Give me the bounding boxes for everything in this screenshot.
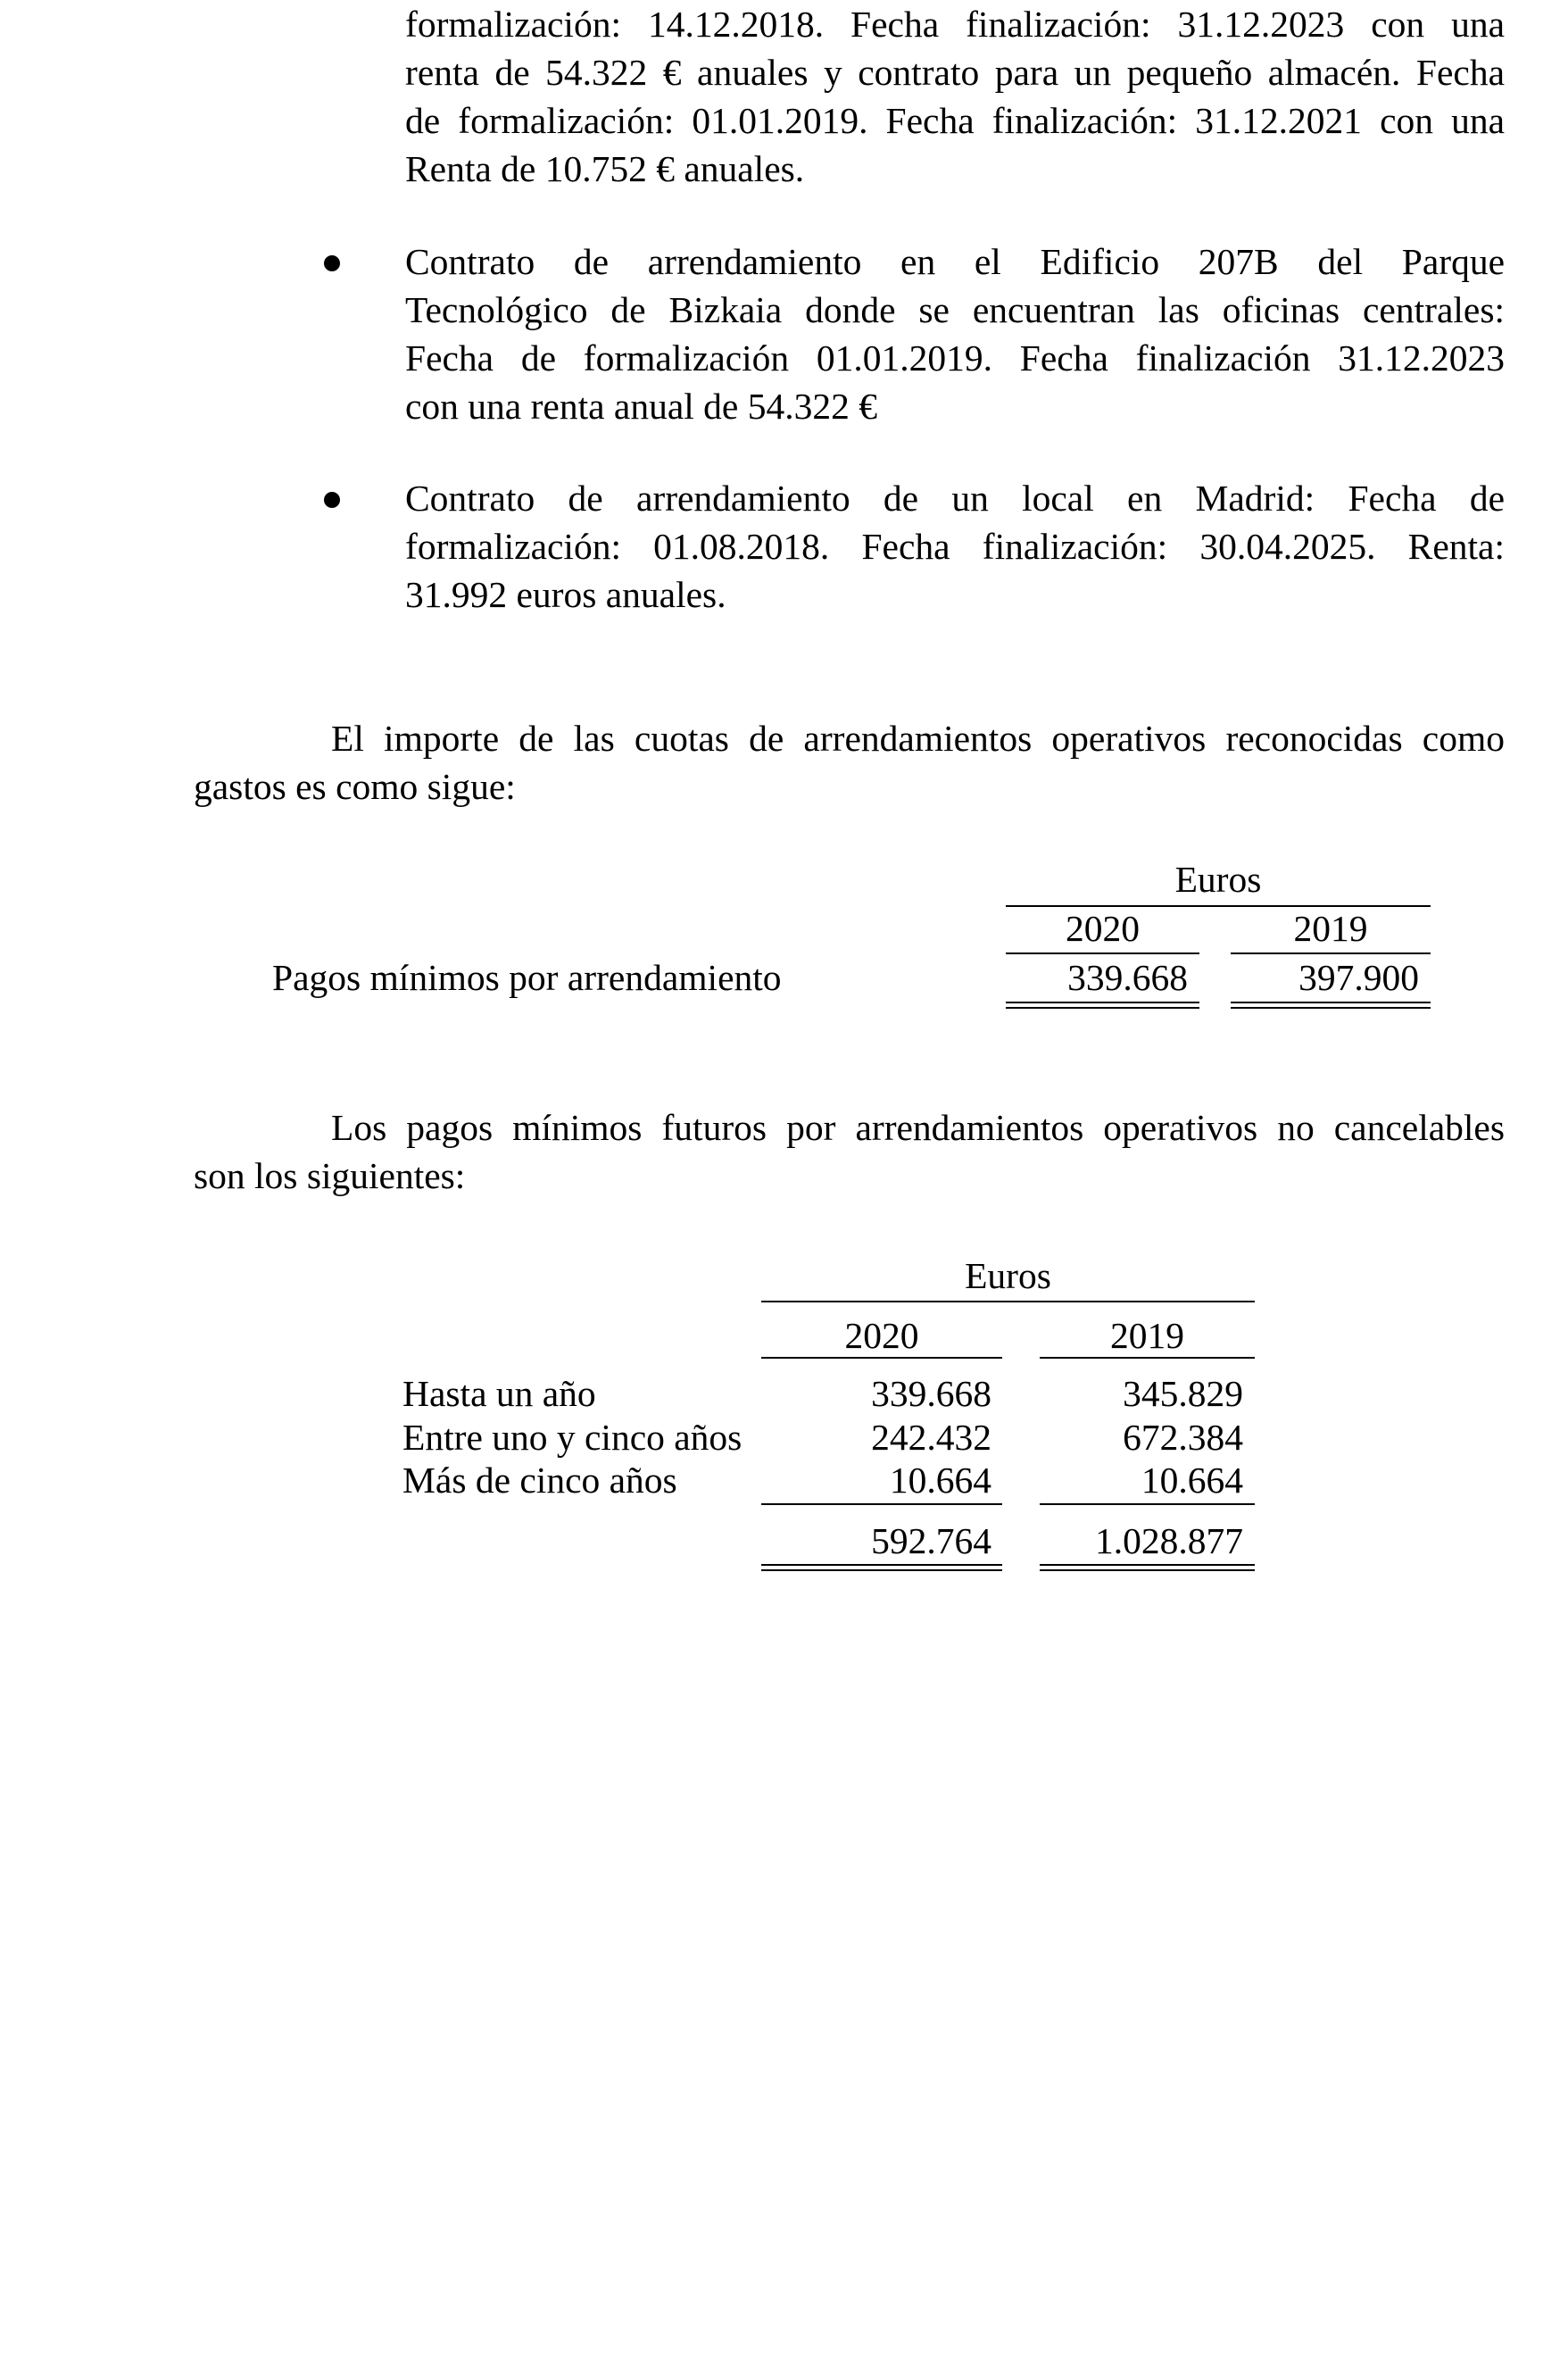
table1-year-rule-2020 [1006,952,1199,954]
paragraph-1-line-2: gastos es como sigue: [194,766,516,807]
table1-value-2020: 339.668 [1067,957,1188,998]
bullet-1-line-3: Fecha de formalización 01.01.2019. Fecha finalización 31.12.2023 [405,337,1505,378]
bullet-1-line-2: Tecnológico de Bizkaia donde se encuentran las oficinas centrales: [405,289,1505,330]
continuation-line-3: de formalización: 01.01.2019. Fecha finalización: 31.12.2021 con una [405,100,1505,141]
bullet-2-line-1: Contrato de arrendamiento de un local en Madrid: Fecha de [405,478,1505,519]
table1-year-rule-2019 [1231,952,1431,954]
table2-row-1-label: Hasta un año [402,1373,596,1414]
table2-row-2-label: Entre uno y cinco años [402,1417,743,1458]
bullet-2-line-2: formalización: 01.08.2018. Fecha finalización: 30.04.2025. Renta: [405,526,1505,567]
continuation-line-1: formalización: 14.12.2018. Fecha finalización: 31.12.2023 con una [405,4,1505,45]
table1-double-rule-2020-a [1006,1002,1199,1003]
table2-header-rule [761,1301,1255,1302]
table2-row-1-2019: 345.829 [1123,1373,1243,1414]
table1-value-2019: 397.900 [1298,957,1419,998]
paragraph-2-line-2: son los siguientes: [194,1155,466,1196]
bullet-1-line-4: con una renta anual de 54.322 € [405,386,877,427]
continuation-line-4: Renta de 10.752 € anuales. [405,148,805,189]
table2-row-2-2019: 672.384 [1123,1417,1243,1458]
table2-year-rule-2019 [1040,1357,1255,1359]
table2-total-2020: 592.764 [871,1520,991,1561]
bullet-1-marker [324,255,340,271]
table1-header-euros: Euros [1174,859,1262,900]
table2-total-2019: 1.028.877 [1095,1520,1243,1561]
table2-header-euros: Euros [965,1255,1051,1296]
table2-year-2019: 2019 [1110,1315,1184,1356]
paragraph-1-line-1: El importe de las cuotas de arrendamientos operativos reconocidas como [331,718,1505,759]
table1-double-rule-2019-a [1231,1002,1431,1003]
table1-row-label: Pagos mínimos por arrendamiento [272,957,782,998]
paragraph-2-line-1: Los pagos mínimos futuros por arrendamientos operativos no cancelables [331,1107,1505,1148]
bullet-2-marker [324,492,340,508]
bullet-1-line-1: Contrato de arrendamiento en el Edificio 207B del Parque [405,241,1505,282]
table2-double-rule-2020-b [761,1569,1002,1571]
table2-subtotal-rule-2019 [1040,1503,1255,1505]
table2-double-rule-2020-a [761,1564,1002,1566]
bullet-2-line-3: 31.992 euros anuales. [405,574,726,615]
table2-double-rule-2019-a [1040,1564,1255,1566]
continuation-line-2: renta de 54.322 € anuales y contrato para un pequeño almacén. Fecha [405,52,1505,93]
table2-double-rule-2019-b [1040,1569,1255,1571]
table2-year-rule-2020 [761,1357,1002,1359]
table1-double-rule-2019-b [1231,1007,1431,1009]
table2-row-2-2020: 242.432 [871,1417,991,1458]
table1-year-2020: 2020 [1066,908,1140,949]
table2-row-1-2020: 339.668 [871,1373,991,1414]
table1-double-rule-2020-b [1006,1007,1199,1009]
table2-row-3-2020: 10.664 [889,1460,991,1501]
table2-row-3-label: Más de cinco años [402,1460,677,1501]
table2-row-3-2019: 10.664 [1141,1460,1243,1501]
table2-year-2020: 2020 [844,1315,919,1356]
table2-subtotal-rule-2020 [761,1503,1002,1505]
table1-year-2019: 2019 [1293,908,1368,949]
